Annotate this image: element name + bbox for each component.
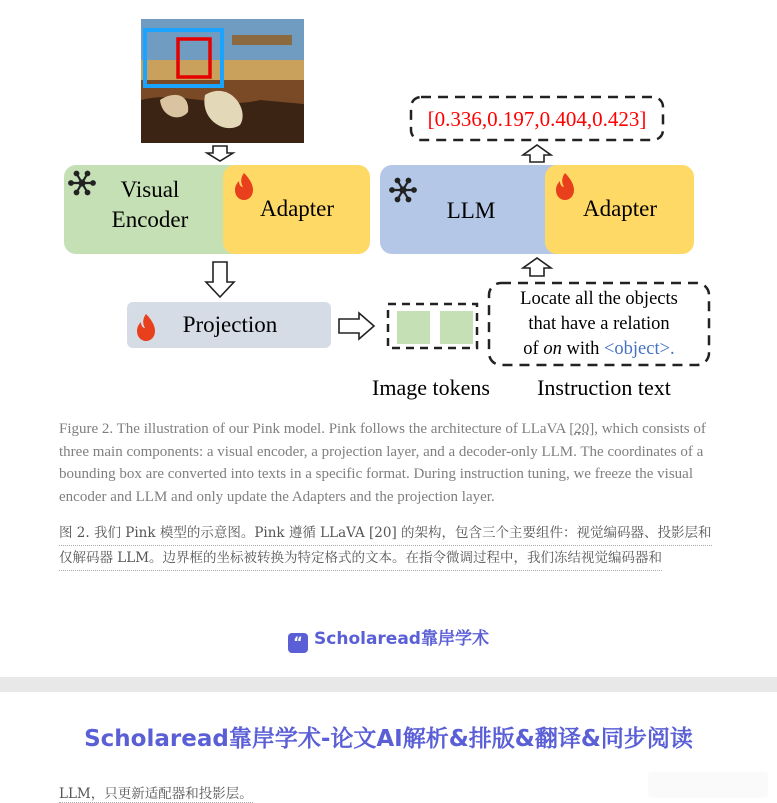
output-coords: [0.336,0.197,0.404,0.423] bbox=[427, 107, 647, 131]
arrow-down-icon bbox=[207, 146, 233, 161]
arrow-right-icon bbox=[339, 313, 374, 339]
figure-caption-zh bbox=[59, 521, 729, 571]
instruction-line2: that have a relation bbox=[528, 314, 670, 334]
caption-zh-line: 图 2. 我们 Pink 模型的示意图。Pink 遵循 LLaVA [20] 的架构，包含三个主要组件：视觉编码器、投影层和 bbox=[59, 521, 712, 546]
quote-icon: “ bbox=[288, 633, 308, 653]
caption-zh-line: 仅解码器 LLM。边界框的坐标被转换为特定格式的文本。在指令微调过程中，我们冻结视觉编码器和 bbox=[59, 546, 662, 571]
projection-label: Projection bbox=[182, 312, 278, 337]
image-tokens-label: Image tokens bbox=[372, 375, 490, 400]
section-divider bbox=[0, 677, 777, 692]
instruction-line3: of on with <object>. bbox=[523, 339, 675, 359]
visual-encoder-label-line1: Visual bbox=[120, 177, 180, 202]
instruction-line1: Locate all the objects bbox=[520, 289, 678, 309]
arrow-up-icon bbox=[523, 145, 551, 162]
image-token bbox=[440, 311, 473, 344]
instruction-text-label: Instruction text bbox=[537, 375, 671, 400]
figure-caption-en: Figure 2. The illustration of our Pink model. Pink follows the architecture of LLaVA [20], which consists of three main components: a visual encoder, a projection layer, and a decoder-only LLM. The coordinates of a bounding box are converted into texts in a specific format. During instruction tuning, we freeze the visual encoder and LLM and only update the Adapters and the projection layer. bbox=[59, 421, 706, 505]
brand-name: Scholaread靠岸学术 bbox=[314, 629, 489, 649]
image-token bbox=[397, 311, 430, 344]
adapter-label-right: Adapter bbox=[582, 196, 658, 221]
adapter-label-left: Adapter bbox=[259, 196, 335, 221]
promo-banner[interactable]: Scholaread靠岸学术-论文AI解析&排版&翻译&同步阅读 bbox=[84, 726, 693, 752]
input-image bbox=[141, 19, 304, 143]
arrow-up-icon bbox=[523, 258, 551, 276]
watermark bbox=[648, 772, 768, 798]
llm-label: LLM bbox=[446, 198, 496, 223]
visual-encoder-label-line2: Encoder bbox=[111, 207, 189, 232]
arrow-down-icon bbox=[206, 262, 234, 297]
caption-zh-tail: LLM，只更新适配器和投影层。 bbox=[59, 782, 253, 803]
citation-link[interactable]: 20 bbox=[574, 421, 590, 437]
brand-logo[interactable] bbox=[0, 624, 777, 653]
